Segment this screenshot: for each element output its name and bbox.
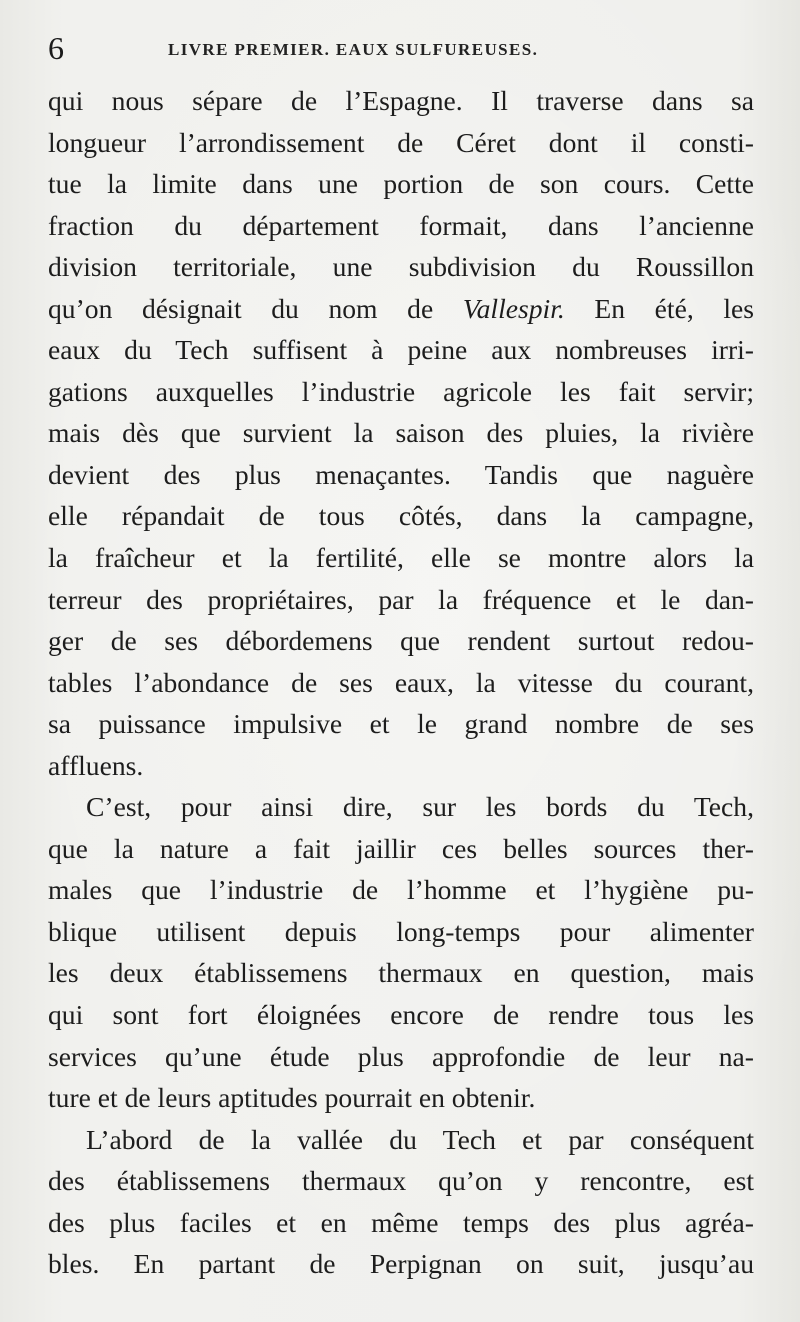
text-line: ger de ses débordemens que rendent surtout redou- <box>48 625 754 657</box>
text-line <box>48 288 754 330</box>
text-line: affluens. <box>48 749 144 781</box>
text-line: sa puissance impulsive et le grand nombre de ses <box>48 708 754 740</box>
text-line: qui nous sépare de l’Espagne. Il traverse dans sa <box>48 85 754 116</box>
text-line: terreur des propriétaires, par la fréquence et le dan- <box>48 583 754 615</box>
text-line: qui sont fort éloignées encore de rendre tous les <box>48 999 754 1031</box>
text-line: devient des plus menaçantes. Tandis que naguère <box>48 458 754 490</box>
text-line: les deux établissemens thermaux en question, mais <box>48 957 754 989</box>
text-line: C’est, pour ainsi dire, sur les bords du Tech, <box>86 791 754 823</box>
text-line: L’abord de la vallée du Tech et par conséquent <box>86 1123 754 1155</box>
text-line: ture et de leurs aptitudes pourrait en obtenir. <box>48 1082 536 1114</box>
body-text <box>48 80 754 1285</box>
text-line: division territoriale, une subdivision du Roussillon <box>48 251 754 283</box>
text-line: elle répandait de tous côtés, dans la campagne, <box>48 500 754 532</box>
page-header <box>48 30 748 70</box>
text-line: eaux du Tech suffisent à peine aux nombreuses irri- <box>48 334 754 366</box>
text-line: la fraîcheur et la fertilité, elle se montre alors la <box>48 542 754 574</box>
place-name-italic: Vallespir. <box>462 292 565 324</box>
text-line: des établissemens thermaux qu’on y rencontre, est <box>48 1165 754 1197</box>
text-line: que la nature a fait jaillir ces belles sources ther- <box>48 832 754 864</box>
text-line: bles. En partant de Perpignan on suit, jusqu’au <box>48 1248 754 1280</box>
text-line: tue la limite dans une portion de son cours. Cette <box>48 168 754 200</box>
text-line: tables l’abondance de ses eaux, la vitesse du courant, <box>48 666 754 698</box>
text-line: fraction du département formait, dans l’ancienne <box>48 209 754 241</box>
text-line: longueur l’arrondissement de Céret dont il consti- <box>48 126 754 158</box>
running-head: LIVRE PREMIER. EAUX SULFUREUSES. <box>168 40 539 59</box>
text-line: gations auxquelles l’industrie agricole les fait servir; <box>48 375 754 407</box>
text-line: blique utilisent depuis long-temps pour alimenter <box>48 915 754 947</box>
text-line: des plus faciles et en même temps des plus agréa- <box>48 1206 754 1238</box>
page-number: 6 <box>48 30 64 66</box>
text-line: services qu’une étude plus approfondie de leur na- <box>48 1040 754 1072</box>
text-segment: qu’on désignait du nom de <box>48 292 463 324</box>
text-segment: En été, les <box>564 292 754 324</box>
text-line: males que l’industrie de l’homme et l’hygiène pu- <box>48 874 754 906</box>
text-line: mais dès que survient la saison des pluies, la rivière <box>48 417 754 449</box>
